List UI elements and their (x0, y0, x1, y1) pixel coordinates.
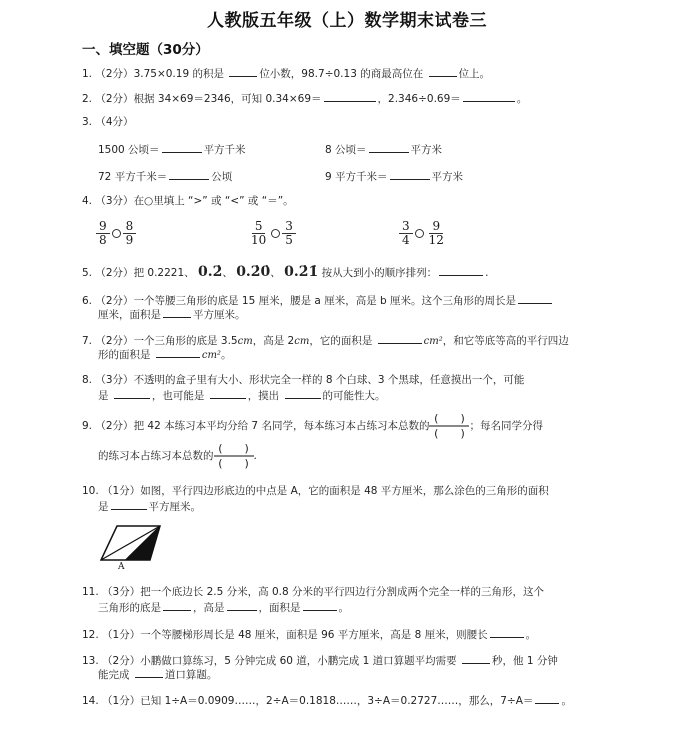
answer-blank[interactable] (462, 652, 490, 664)
answer-blank[interactable] (390, 168, 430, 180)
question-score: （2分） (102, 655, 141, 667)
answer-blank[interactable] (163, 306, 191, 318)
answer-blank[interactable] (285, 387, 321, 399)
question-10-cont: 是 平方厘米。 (98, 498, 201, 514)
question-12: 12. （1分）一个等腰梯形周长是 48 厘米，面积是 96 平方厘米，高是 8 厘米，则腰长 。 (82, 626, 536, 642)
comparison-1 (96, 220, 136, 247)
question-14: 14. （1分）已知 1÷A＝0.0909……，2÷A＝0.1818……，3÷A＝0.2727……，那么，7÷A＝ 。 (82, 692, 572, 708)
answer-blank[interactable] (378, 332, 422, 344)
question-text: 一个等腰梯形周长是 48 厘米，面积是 96 平方厘米，高是 8 厘米，则腰长 (140, 629, 488, 641)
conversion-right: 公顷 (211, 171, 233, 183)
answer-blank[interactable] (156, 346, 200, 358)
conversion-left: 72 平方千米＝ (98, 171, 168, 183)
fraction: $\frac{3}{4}$ (399, 220, 413, 247)
answer-blank[interactable] (490, 626, 524, 638)
question-score: （4分） (95, 116, 134, 128)
question-text: 已知 1÷A＝0.0909……，2÷A＝0.1818……，3÷A＝0.2727……，那么，7÷A＝ (140, 695, 534, 707)
question-11 (82, 585, 544, 599)
question-number: 12. (82, 629, 99, 641)
comparison-3 (399, 220, 447, 247)
answer-blank[interactable] (111, 498, 147, 510)
question-score: （3分） (102, 586, 141, 598)
question-number: 5. (82, 267, 93, 279)
question-2 (82, 90, 527, 106)
question-text: 在○里填上 “>” 或 “<” 或 “＝”。 (133, 195, 294, 207)
question-text: 一个三角形的底是 3.5 (133, 335, 238, 347)
question-score: （1分） (102, 695, 141, 707)
answer-blank[interactable] (463, 90, 515, 102)
question-text: ，2.346÷0.69＝ (377, 93, 461, 105)
parallelogram-figure (96, 522, 168, 574)
question-13-cont: 能完成 道口算题。 (98, 666, 217, 682)
question-1 (82, 65, 490, 81)
question-text: 厘米，面积是 (98, 309, 161, 321)
question-text: 位小数，98.7÷0.13 的商最高位在 (259, 68, 424, 80)
compare-circle[interactable] (112, 229, 121, 238)
fraction: $\frac{9}{12}$ (428, 219, 444, 247)
answer-blank[interactable] (369, 141, 409, 153)
question-number: 8. (82, 374, 93, 386)
compare-circle[interactable] (415, 229, 424, 238)
question-number: 6. (82, 295, 93, 307)
question-text: 按从大到小的顺序排列： (321, 267, 438, 279)
conversion-right: 平方米 (410, 144, 443, 156)
conversion-left: 1500 公顷＝ (98, 144, 160, 156)
question-13: 13. （2分）小鹏做口算练习，5 分钟完成 60 道，小鹏完成 1 道口算题平均需要 秒，他 1 分钟 (82, 652, 558, 668)
question-9-cont: 的练习本占练习本总数的 ( ) ( ) . (98, 442, 257, 470)
question-number: 3. (82, 116, 93, 128)
question-3 (82, 115, 134, 129)
conversion-right: 平方米 (431, 171, 464, 183)
question-number: 11. (82, 586, 99, 598)
answer-blank[interactable] (114, 387, 150, 399)
answer-blank[interactable] (163, 599, 191, 611)
question-number: 14. (82, 695, 99, 707)
fraction: $\frac{9}{8}$ (96, 220, 110, 247)
question-11-cont: 三角形的底是 ，高是 ，面积是 。 (98, 599, 349, 615)
question-text: 不透明的盒子里有大小、形状完全一样的 8 个白球、3 个黑球，任意摸出一个，可能 (133, 374, 525, 386)
question-text: 位上。 (458, 68, 491, 80)
conversion-item (98, 141, 246, 157)
repeating-decimal: 0.2̇ (197, 264, 223, 280)
answer-blank[interactable] (169, 168, 209, 180)
question-text: 把一个底边长 2.5 分米，高 0.8 分米的平行四边行分割成两个完全一样的三角形，这个 (140, 586, 544, 598)
question-number: 13. (82, 655, 99, 667)
question-score: （1分） (102, 629, 141, 641)
question-text: 的练习本占练习本总数的 (98, 450, 214, 462)
question-text: 把 0.2221、 (133, 267, 195, 279)
question-number: 9. (82, 420, 93, 432)
question-score: （2分） (95, 68, 134, 80)
question-text: 一个等腰三角形的底是 15 厘米，腰是 a 厘米，高是 b 厘米。这个三角形的周长是 (133, 295, 517, 307)
repeating-decimal: 0.2̇1̇ (284, 264, 319, 280)
answer-blank[interactable] (135, 666, 163, 678)
question-4 (82, 194, 294, 208)
question-7: 7. （2分）一个三角形的底是 3.5cm，高是 2cm，它的面积是 cm²，和它等底等高的平行四边 (82, 332, 569, 349)
page-title: 人教版五年级（上）数学期末试卷三 (207, 11, 487, 31)
question-number: 10. (82, 485, 99, 497)
conversion-item (325, 168, 463, 184)
answer-blank[interactable] (303, 599, 337, 611)
question-score: （1分） (102, 485, 141, 497)
question-9: 9. （2分）把 42 本练习本平均分给 7 名同学，每本练习本占练习本总数的 ( ) ( ) ；每名同学分得 (82, 412, 543, 440)
question-6-cont (98, 306, 246, 322)
question-text: 。 (516, 93, 528, 105)
conversion-item (98, 168, 232, 184)
question-text: 3.75×0.19 的积是 (133, 68, 224, 80)
question-text: 小鹏做口算练习，5 分钟完成 60 道，小鹏完成 1 道口算题平均需要 (140, 655, 457, 667)
question-score: （3分） (95, 195, 134, 207)
conversion-left: 8 公顷＝ (325, 144, 367, 156)
answer-blank[interactable] (429, 65, 457, 77)
question-8 (82, 373, 524, 387)
question-text: 如图，平行四边形底边的中点是 A，它的面积是 48 平方厘米，那么涂色的三角形的面积 (140, 485, 549, 497)
fraction-blank[interactable]: ( ) ( ) (429, 413, 469, 439)
question-number: 4. (82, 195, 93, 207)
conversion-item (325, 141, 442, 157)
fraction: $\frac{8}{9}$ (123, 220, 137, 247)
question-8-cont: 是 ，也可能是 ，摸出 的可能性大。 (98, 387, 386, 403)
question-text: 把 42 本练习本平均分给 7 名同学，每本练习本占练习本总数的 (133, 420, 430, 432)
fraction: $\frac{3}{5}$ (282, 220, 296, 247)
question-text: 平方厘米。 (193, 309, 246, 321)
question-text: 是 (98, 390, 109, 402)
question-score: （2分） (95, 420, 134, 432)
answer-blank[interactable] (210, 387, 246, 399)
question-number: 2. (82, 93, 93, 105)
figure-label-a: A (118, 562, 125, 572)
question-score: （2分） (95, 295, 134, 307)
question-10 (82, 484, 549, 498)
section-heading: 一、填空题（30分） (82, 42, 209, 58)
answer-blank[interactable] (439, 264, 483, 276)
answer-blank[interactable] (535, 692, 559, 704)
conversion-left: 9 平方千米＝ (325, 171, 388, 183)
fraction: $\frac{5}{10}$ (251, 219, 267, 247)
compare-circle[interactable] (271, 229, 280, 238)
question-5: 5. （2分）把 0.2221、 0.2̇、 0.2̇0̇、 0.2̇1̇ 按从大到小的顺序排列： . (82, 264, 489, 280)
question-text: 形的面积是 (98, 349, 151, 361)
question-number: 7. (82, 335, 93, 347)
fraction-blank[interactable]: ( ) ( ) (214, 443, 254, 469)
question-score: （2分） (95, 335, 134, 347)
conversion-right: 平方千米 (203, 144, 246, 156)
answer-blank[interactable] (324, 90, 376, 102)
repeating-decimal: 0.2̇0̇ (236, 264, 271, 280)
question-score: （2分） (95, 267, 134, 279)
question-7-cont: 形的面积是 cm²。 (98, 346, 231, 363)
question-score: （3分） (95, 374, 134, 386)
answer-blank[interactable] (162, 141, 202, 153)
answer-blank[interactable] (229, 65, 257, 77)
answer-blank[interactable] (518, 292, 552, 304)
question-text: 根据 34×69＝2346，可知 0.34×69＝ (133, 93, 322, 105)
question-text: 是 (98, 501, 109, 513)
comparison-2 (248, 220, 296, 247)
question-score: （2分） (95, 93, 134, 105)
question-number: 1. (82, 68, 93, 80)
answer-blank[interactable] (227, 599, 257, 611)
